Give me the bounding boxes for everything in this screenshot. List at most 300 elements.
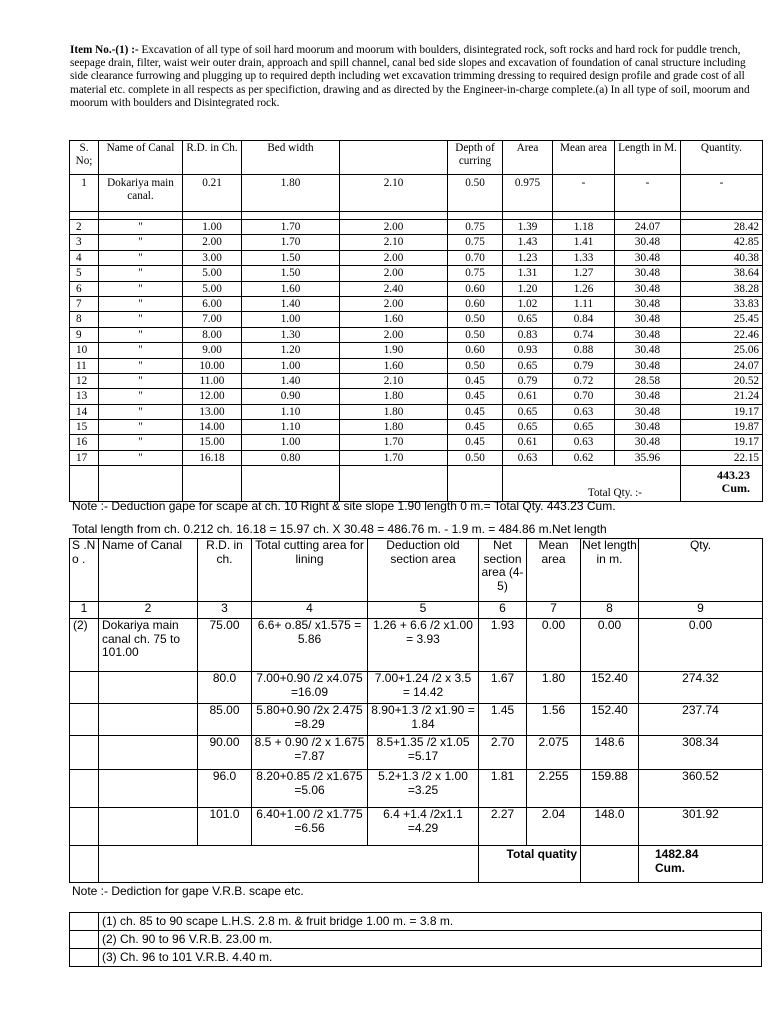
table-cell: 5.80+0.90 /2x 2.475 =8.29 xyxy=(252,704,368,736)
table-cell: 10.00 xyxy=(183,358,242,373)
table-cell: 0.60 xyxy=(448,343,503,358)
total-unit: Cum. xyxy=(721,481,750,496)
table-cell: 14.00 xyxy=(183,420,242,435)
table-cell: 13 xyxy=(70,389,99,404)
table-cell: 28.42 xyxy=(681,220,763,235)
table-cell: 1.40 xyxy=(242,296,340,311)
table-cell: 0.61 xyxy=(503,389,553,404)
empty-cell xyxy=(70,913,99,931)
table-cell: 0.79 xyxy=(503,373,553,388)
column-header: S .No . xyxy=(70,539,99,602)
table-cell: 8.00 xyxy=(183,327,242,342)
gape-note: Note :- Dediction for gape V.R.B. scape etc. xyxy=(72,884,304,898)
table-row xyxy=(70,220,763,235)
empty-cell xyxy=(503,212,553,220)
table-cell: 2.04 xyxy=(527,808,581,846)
table-cell: 30.48 xyxy=(615,389,681,404)
table-cell: 1.26 xyxy=(553,281,615,296)
table-cell: 17 xyxy=(70,450,99,465)
table-cell: " xyxy=(99,389,183,404)
table-cell: 12 xyxy=(70,373,99,388)
table-cell xyxy=(70,808,99,846)
table-cell: 308.34 xyxy=(639,736,763,770)
table-cell: " xyxy=(99,266,183,281)
table-cell: 1.23 xyxy=(503,250,553,265)
table-cell: 0.45 xyxy=(448,389,503,404)
lining-table xyxy=(69,538,763,883)
table-cell: 0.21 xyxy=(183,175,242,212)
table-cell xyxy=(99,704,198,736)
table-cell: 9 xyxy=(70,327,99,342)
table-cell: 40.38 xyxy=(681,250,763,265)
table-cell: 1.70 xyxy=(340,435,448,450)
total-row xyxy=(70,466,763,502)
table-cell: " xyxy=(99,343,183,358)
table-cell: 0.45 xyxy=(448,420,503,435)
column-header: Mean area xyxy=(527,539,581,602)
table-cell: 1.00 xyxy=(242,358,340,373)
column-number: 5 xyxy=(368,602,479,619)
table-cell xyxy=(70,770,99,808)
table-cell: 1.20 xyxy=(503,281,553,296)
table-cell: " xyxy=(99,220,183,235)
table-cell: 1.70 xyxy=(340,450,448,465)
table-row xyxy=(70,175,763,212)
table-cell: 30.48 xyxy=(615,343,681,358)
table-cell: 1.41 xyxy=(553,235,615,250)
table-cell: " xyxy=(99,250,183,265)
table-row xyxy=(70,373,763,388)
empty-cell xyxy=(242,466,340,502)
deduction-text: (3) Ch. 96 to 101 V.R.B. 4.40 m. xyxy=(99,949,762,967)
table-cell: 2.10 xyxy=(340,235,448,250)
total-unit: Cum. xyxy=(655,860,685,875)
table-cell: 30.48 xyxy=(615,281,681,296)
table-cell: 14 xyxy=(70,404,99,419)
item-label: Item No.-(1) :- xyxy=(70,44,139,56)
table-row xyxy=(70,235,763,250)
table-cell: 22.46 xyxy=(681,327,763,342)
table-cell: 1.60 xyxy=(242,281,340,296)
table-cell: 0.84 xyxy=(553,312,615,327)
table-row xyxy=(70,250,763,265)
table-cell: 0.65 xyxy=(503,404,553,419)
table-cell: 148.0 xyxy=(581,808,639,846)
table-cell: 1.45 xyxy=(479,704,527,736)
column-header xyxy=(340,141,448,175)
table-cell: 301.92 xyxy=(639,808,763,846)
table-cell: 1.60 xyxy=(340,358,448,373)
table-cell: 19.17 xyxy=(681,404,763,419)
table-cell: 1.67 xyxy=(479,672,527,704)
table-cell: " xyxy=(99,420,183,435)
table-cell xyxy=(70,736,99,770)
table-cell: 0.45 xyxy=(448,435,503,450)
table-cell: 5.00 xyxy=(183,266,242,281)
column-number: 7 xyxy=(527,602,581,619)
table-cell: 2.00 xyxy=(183,235,242,250)
list-item xyxy=(70,913,762,931)
table-cell: 24.07 xyxy=(615,220,681,235)
table-cell: 0.79 xyxy=(553,358,615,373)
table-cell: 6 xyxy=(70,281,99,296)
table-row xyxy=(70,450,763,465)
table-cell: - xyxy=(553,175,615,212)
empty-cell xyxy=(70,466,99,502)
table-cell: Dokariya main canal. xyxy=(99,175,183,212)
table-row xyxy=(70,343,763,358)
table-cell: 30.48 xyxy=(615,358,681,373)
total-label: Total quatity xyxy=(479,846,581,883)
table-row xyxy=(70,420,763,435)
table-cell: 0.50 xyxy=(448,175,503,212)
column-header: Total cutting area for lining xyxy=(252,539,368,602)
empty-cell xyxy=(340,212,448,220)
table-cell: 1.02 xyxy=(503,296,553,311)
table-cell: " xyxy=(99,450,183,465)
column-number: 6 xyxy=(479,602,527,619)
column-number: 1 xyxy=(70,602,99,619)
table-cell: 6.4 +1.4 /2x1.1 =4.29 xyxy=(368,808,479,846)
table-cell xyxy=(99,672,198,704)
column-header: Quantity. xyxy=(681,141,763,175)
empty-cell xyxy=(448,212,503,220)
table-cell: 0.60 xyxy=(448,296,503,311)
table-cell: 0.80 xyxy=(242,450,340,465)
table-cell: 25.06 xyxy=(681,343,763,358)
table-cell: 8.5 + 0.90 /2 x 1.675 =7.87 xyxy=(252,736,368,770)
empty-cell xyxy=(553,212,615,220)
empty-cell xyxy=(581,846,639,883)
table-cell: 1.11 xyxy=(553,296,615,311)
table-cell: 8.90+1.3 /2 x1.90 = 1.84 xyxy=(368,704,479,736)
table-cell: 2.00 xyxy=(340,266,448,281)
table-cell: - xyxy=(615,175,681,212)
column-header: Net section area (4-5) xyxy=(479,539,527,602)
table-cell: 2.00 xyxy=(340,220,448,235)
table-cell: 30.48 xyxy=(615,235,681,250)
table-cell: 1.80 xyxy=(527,672,581,704)
column-header: Name of Canal xyxy=(99,141,183,175)
gape-deduction-table xyxy=(69,912,762,967)
table-cell xyxy=(70,704,99,736)
table-row xyxy=(70,704,763,736)
table-cell: 16.18 xyxy=(183,450,242,465)
table-cell: 0.63 xyxy=(553,435,615,450)
table-cell: 6.6+ o.85/ x1.575 = 5.86 xyxy=(252,619,368,672)
table-cell: 2.27 xyxy=(479,808,527,846)
table-cell: 7 xyxy=(70,296,99,311)
table-cell: 0.83 xyxy=(503,327,553,342)
table-cell: 0.45 xyxy=(448,404,503,419)
table-cell: 38.64 xyxy=(681,266,763,281)
table-cell: " xyxy=(99,435,183,450)
table-cell: 1.90 xyxy=(340,343,448,358)
table-cell: 1.80 xyxy=(340,420,448,435)
table-cell: 7.00+1.24 /2 x 3.5 = 14.42 xyxy=(368,672,479,704)
table-cell: 274.32 xyxy=(639,672,763,704)
column-number: 8 xyxy=(581,602,639,619)
table-cell: 0.88 xyxy=(553,343,615,358)
table-cell: 30.48 xyxy=(615,435,681,450)
table-cell: 20.52 xyxy=(681,373,763,388)
table-cell: 1.70 xyxy=(242,220,340,235)
table-cell: 1.80 xyxy=(340,389,448,404)
table-row xyxy=(70,266,763,281)
table-cell: 11.00 xyxy=(183,373,242,388)
table-cell: 1.56 xyxy=(527,704,581,736)
column-number: 4 xyxy=(252,602,368,619)
table-cell: 24.07 xyxy=(681,358,763,373)
table-cell: 0.50 xyxy=(448,358,503,373)
table-cell: 19.87 xyxy=(681,420,763,435)
total-label: Total Qty. :- xyxy=(503,466,681,502)
column-header: Bed width xyxy=(242,141,340,175)
table-cell: " xyxy=(99,235,183,250)
table-cell: 21.24 xyxy=(681,389,763,404)
empty-cell xyxy=(70,846,99,883)
table-cell: 148.6 xyxy=(581,736,639,770)
table-cell: 0.00 xyxy=(639,619,763,672)
table-cell: 2.075 xyxy=(527,736,581,770)
table-cell: 90.00 xyxy=(198,736,252,770)
table-cell: " xyxy=(99,312,183,327)
total-value: 1482.84 xyxy=(655,847,699,861)
table-cell: 1.80 xyxy=(242,175,340,212)
table-cell: 1.10 xyxy=(242,404,340,419)
table-cell: 2.00 xyxy=(340,296,448,311)
column-number: 9 xyxy=(639,602,763,619)
table-cell: 7.00 xyxy=(183,312,242,327)
list-item xyxy=(70,949,762,967)
table-row xyxy=(70,736,763,770)
table-cell: 35.96 xyxy=(615,450,681,465)
table-row xyxy=(70,435,763,450)
table-cell: 0.65 xyxy=(503,420,553,435)
table-cell: 4 xyxy=(70,250,99,265)
spacer-row xyxy=(70,212,763,220)
empty-cell xyxy=(70,931,99,949)
table-cell: 6.00 xyxy=(183,296,242,311)
table-cell: 2.10 xyxy=(340,175,448,212)
empty-cell xyxy=(70,949,99,967)
column-number: 3 xyxy=(198,602,252,619)
table-cell: 5.2+1.3 /2 x 1.00 =3.25 xyxy=(368,770,479,808)
item-description xyxy=(70,44,765,110)
table-cell: 1.31 xyxy=(503,266,553,281)
table-cell xyxy=(99,808,198,846)
column-number: 2 xyxy=(99,602,198,619)
table-cell: - xyxy=(681,175,763,212)
table-row xyxy=(70,327,763,342)
table-cell: " xyxy=(99,373,183,388)
table-cell: 0.45 xyxy=(448,373,503,388)
table-cell: " xyxy=(99,296,183,311)
table-cell: 1.70 xyxy=(242,235,340,250)
table-cell: 10 xyxy=(70,343,99,358)
table-cell: 0.50 xyxy=(448,450,503,465)
table-header-row xyxy=(70,539,763,602)
table-cell: 152.40 xyxy=(581,672,639,704)
total-row xyxy=(70,846,763,883)
table-cell: 8.20+0.85 /2 x1.675 =5.06 xyxy=(252,770,368,808)
table-cell: 13.00 xyxy=(183,404,242,419)
table-cell: 0.975 xyxy=(503,175,553,212)
table-cell: 0.63 xyxy=(503,450,553,465)
table-cell: 0.61 xyxy=(503,435,553,450)
table-cell: 85.00 xyxy=(198,704,252,736)
column-header: Depth of curring xyxy=(448,141,503,175)
table-cell: 152.40 xyxy=(581,704,639,736)
table-cell: 11 xyxy=(70,358,99,373)
empty-cell xyxy=(615,212,681,220)
table-row xyxy=(70,672,763,704)
column-header: Mean area xyxy=(553,141,615,175)
table-cell: 30.48 xyxy=(615,420,681,435)
table-cell: 9.00 xyxy=(183,343,242,358)
table-cell: 3 xyxy=(70,235,99,250)
table-cell: 159.88 xyxy=(581,770,639,808)
table-cell: 0.70 xyxy=(448,250,503,265)
table-cell: 1.43 xyxy=(503,235,553,250)
table-cell xyxy=(99,770,198,808)
table-cell: 15.00 xyxy=(183,435,242,450)
table-cell: Dokariya main canal ch. 75 to 101.00 xyxy=(99,619,198,672)
table-cell: 1.40 xyxy=(242,373,340,388)
table-cell: 0.75 xyxy=(448,266,503,281)
table-cell: 1.60 xyxy=(340,312,448,327)
column-number-row xyxy=(70,602,763,619)
table-cell: 0.74 xyxy=(553,327,615,342)
table-cell: 1.27 xyxy=(553,266,615,281)
table-cell: 101.0 xyxy=(198,808,252,846)
table-cell: 0.50 xyxy=(448,327,503,342)
table-cell: 25.45 xyxy=(681,312,763,327)
table-cell: 7.00+0.90 /2 x4.075 =16.09 xyxy=(252,672,368,704)
table-row xyxy=(70,296,763,311)
table-cell: 30.48 xyxy=(615,250,681,265)
table-cell: 0.90 xyxy=(242,389,340,404)
table-cell: 3.00 xyxy=(183,250,242,265)
table-cell: 1.00 xyxy=(242,312,340,327)
empty-cell xyxy=(340,466,448,502)
table-cell: 1.00 xyxy=(183,220,242,235)
table-row xyxy=(70,358,763,373)
table-cell: 30.48 xyxy=(615,327,681,342)
table-cell: 15 xyxy=(70,420,99,435)
table-cell: 38.28 xyxy=(681,281,763,296)
table-cell: 1.10 xyxy=(242,420,340,435)
total-value: 443.23 xyxy=(717,468,750,483)
table-cell: 2.255 xyxy=(527,770,581,808)
table-header-row xyxy=(70,141,763,175)
column-header: Area xyxy=(503,141,553,175)
table-cell: 0.75 xyxy=(448,235,503,250)
table-cell: 1.18 xyxy=(553,220,615,235)
table-cell: 42.85 xyxy=(681,235,763,250)
table-cell: 0.93 xyxy=(503,343,553,358)
table-row xyxy=(70,389,763,404)
table-cell: 16 xyxy=(70,435,99,450)
table-cell: 1.26 + 6.6 /2 x1.00 = 3.93 xyxy=(368,619,479,672)
table-cell: 33.83 xyxy=(681,296,763,311)
table-cell: 0.00 xyxy=(527,619,581,672)
table-cell: 30.48 xyxy=(615,296,681,311)
table-cell: 0.65 xyxy=(503,358,553,373)
table-cell: 0.62 xyxy=(553,450,615,465)
table-cell: 6.40+1.00 /2 x1.775 =6.56 xyxy=(252,808,368,846)
table-cell: 19.17 xyxy=(681,435,763,450)
column-header: Name of Canal xyxy=(99,539,198,602)
table-cell: 2.70 xyxy=(479,736,527,770)
table-cell: 1.93 xyxy=(479,619,527,672)
table-cell: 30.48 xyxy=(615,312,681,327)
table-cell: " xyxy=(99,358,183,373)
table-cell: 12.00 xyxy=(183,389,242,404)
table-cell xyxy=(99,736,198,770)
table-cell: 2.00 xyxy=(340,327,448,342)
table-cell: 0.70 xyxy=(553,389,615,404)
table-cell: 2.00 xyxy=(340,250,448,265)
table-cell: 0.65 xyxy=(503,312,553,327)
empty-cell xyxy=(183,466,242,502)
column-header: R.D. in ch. xyxy=(198,539,252,602)
empty-cell xyxy=(183,212,242,220)
table-cell: 96.0 xyxy=(198,770,252,808)
total-quantity xyxy=(681,466,763,502)
empty-cell xyxy=(242,212,340,220)
table-cell: 5.00 xyxy=(183,281,242,296)
table-row xyxy=(70,404,763,419)
table-cell: 1.30 xyxy=(242,327,340,342)
list-item xyxy=(70,931,762,949)
empty-cell xyxy=(681,212,763,220)
table-cell: 2.40 xyxy=(340,281,448,296)
table-cell: 1.50 xyxy=(242,250,340,265)
table-row xyxy=(70,312,763,327)
total-length-note: Total length from ch. 0.212 ch. 16.18 = 15.97 ch. X 30.48 = 486.76 m. - 1.9 m. = 484.86 m.Net length xyxy=(72,522,607,536)
table-cell: " xyxy=(99,327,183,342)
column-header: Deduction old section area xyxy=(368,539,479,602)
table-cell: 1.20 xyxy=(242,343,340,358)
table-cell: 22.15 xyxy=(681,450,763,465)
table-cell: 0.72 xyxy=(553,373,615,388)
excavation-table xyxy=(69,140,763,502)
table-cell: 8 xyxy=(70,312,99,327)
table-cell: 30.48 xyxy=(615,404,681,419)
table-cell: 80.0 xyxy=(198,672,252,704)
table-cell: 237.74 xyxy=(639,704,763,736)
table-cell: 8.5+1.35 /2 x1.05 =5.17 xyxy=(368,736,479,770)
table-cell: (2) xyxy=(70,619,99,672)
table-cell: 2.10 xyxy=(340,373,448,388)
deduction-text: (1) ch. 85 to 90 scape L.H.S. 2.8 m. & fruit bridge 1.00 m. = 3.8 m. xyxy=(99,913,762,931)
table-cell: 1.81 xyxy=(479,770,527,808)
column-header: Length in M. xyxy=(615,141,681,175)
table-cell: 30.48 xyxy=(615,266,681,281)
table-cell: 0.65 xyxy=(553,420,615,435)
empty-cell xyxy=(448,466,503,502)
total-quantity xyxy=(639,846,763,883)
column-header: S. No; xyxy=(70,141,99,175)
table-cell: 1.00 xyxy=(242,435,340,450)
table-cell: 0.63 xyxy=(553,404,615,419)
table-cell: 0.75 xyxy=(448,220,503,235)
table-cell xyxy=(70,672,99,704)
table-cell: 1 xyxy=(70,175,99,212)
table-cell: 1.80 xyxy=(340,404,448,419)
table-cell: 2 xyxy=(70,220,99,235)
